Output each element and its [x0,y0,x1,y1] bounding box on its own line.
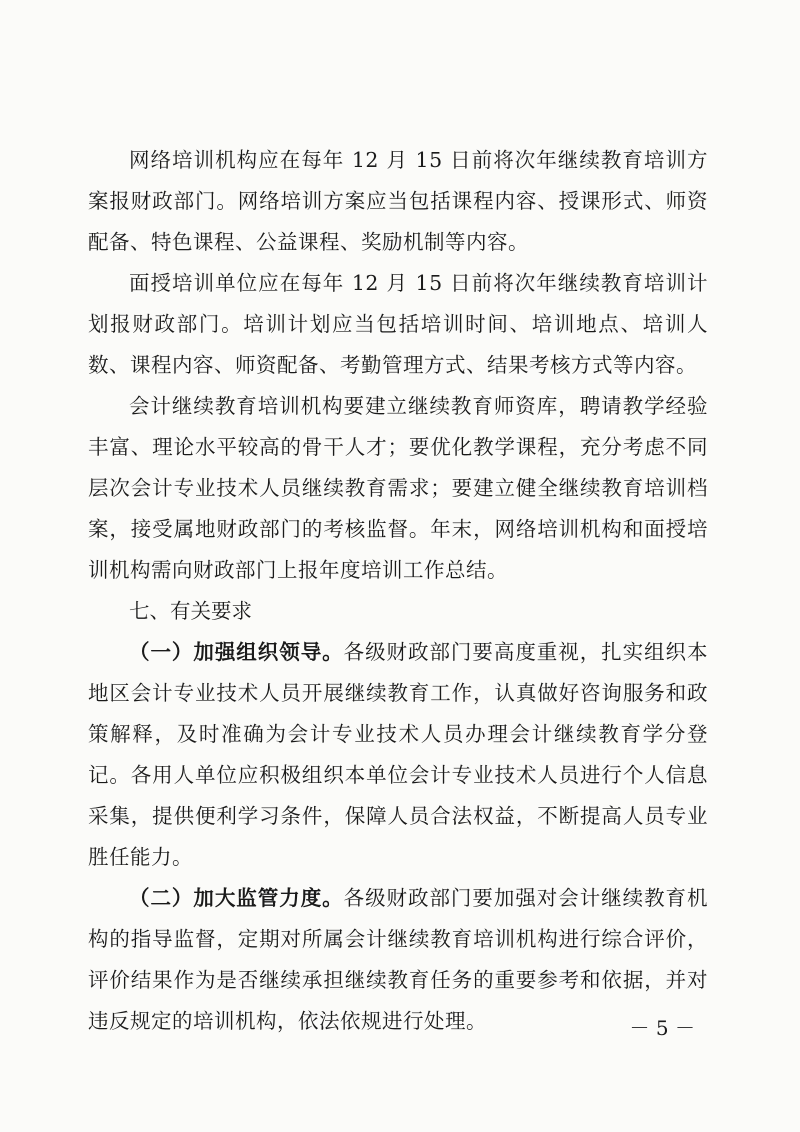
section-heading: 七、有关要求 [129,599,252,623]
paragraph-training-institution-requirements: 会计继续教育培训机构要建立继续教育师资库，聘请教学经验丰富、理论水平较高的骨干人才；要优化教学课程，充分考虑不同层次会计专业技术人员继续教育需求；要建立健全继续教育培训档案，接受属地财政部门的考核监督。年末，网络培训机构和面授培训机构需向财政部门上报年度培训工作总结。 [88,394,708,582]
paragraph-face-to-face-training-plan: 面授培训单位应在每年 12 月 15 日前将次年继续教育培训计划报财政部门。培训计划应当包括培训时间、培训地点、培训人数、课程内容、师资配备、考勤管理方式、结果考核方式等内容。 [88,271,708,377]
item-strengthen-leadership-lead: （一）加强组织领导。 [129,640,344,664]
paragraph-online-training-plan: 网络培训机构应在每年 12 月 15 日前将次年继续教育培训方案报财政部门。网络培训方案应当包括课程内容、授课形式、师资配备、特色课程、公益课程、奖励机制等内容。 [88,148,708,254]
page-number: － 5 － [629,1016,695,1040]
item-strengthen-leadership [88,632,708,878]
item-strengthen-leadership-body: 各级财政部门要高度重视，扎实组织本地区会计专业技术人员开展继续教育工作，认真做好咨询服务和政策解释，及时准确为会计专业技术人员办理会计继续教育学分登记。各用人单位应积极组织本单位会计专业技术人员进行个人信息采集，提供便利学习条件，保障人员合法权益，不断提高人员专业胜任能力。 [88,640,709,869]
item-increase-supervision [88,878,708,1042]
document-body [88,140,708,1042]
item-increase-supervision-lead: （二）加大监管力度。 [129,886,344,910]
item-increase-supervision-body: 各级财政部门要加强对会计继续教育机构的指导监督，定期对所属会计继续教育培训机构进行综合评价，评价结果作为是否继续承担继续教育任务的重要参考和依据，并对违反规定的培训机构，依法依规进行处理。 [88,886,709,1033]
